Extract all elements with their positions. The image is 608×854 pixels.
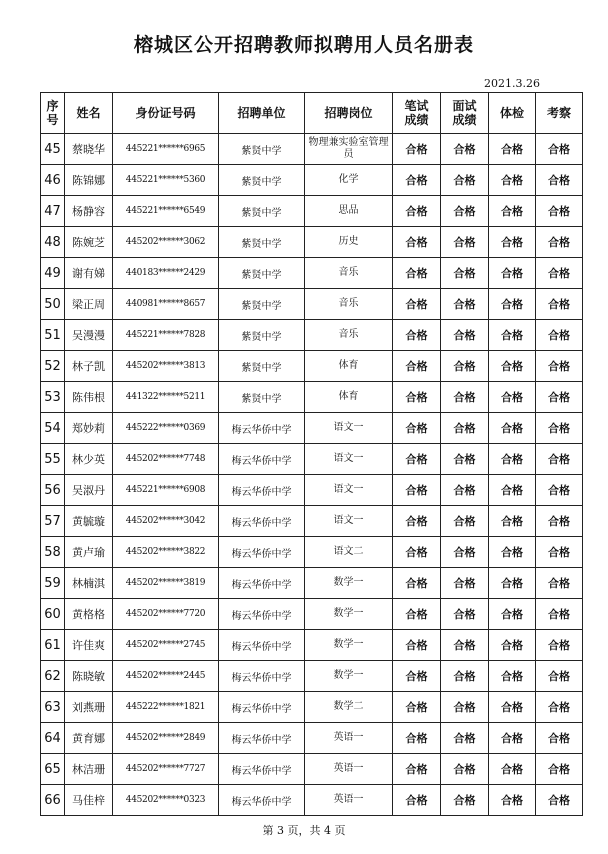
cell-physical: 合格 — [489, 227, 536, 258]
cell-seq: 63 — [41, 692, 65, 723]
cell-written: 合格 — [393, 320, 441, 351]
cell-name: 黄格格 — [65, 599, 113, 630]
cell-post: 音乐 — [305, 320, 393, 351]
cell-seq: 54 — [41, 413, 65, 444]
cell-id: 445202******2849 — [113, 723, 219, 754]
cell-inspect: 合格 — [536, 289, 583, 320]
cell-seq: 50 — [41, 289, 65, 320]
table-body — [41, 134, 583, 816]
cell-interview: 合格 — [441, 537, 489, 568]
cell-unit: 梅云华侨中学 — [219, 754, 305, 785]
header-name: 姓名 — [65, 93, 113, 134]
cell-id: 440981******8657 — [113, 289, 219, 320]
cell-interview: 合格 — [441, 630, 489, 661]
header-seq: 序 号 — [41, 93, 65, 134]
cell-seq: 58 — [41, 537, 65, 568]
cell-post: 数学一 — [305, 599, 393, 630]
cell-written: 合格 — [393, 351, 441, 382]
cell-inspect: 合格 — [536, 599, 583, 630]
cell-interview: 合格 — [441, 754, 489, 785]
cell-physical: 合格 — [489, 444, 536, 475]
cell-unit: 梅云华侨中学 — [219, 599, 305, 630]
cell-physical: 合格 — [489, 351, 536, 382]
header-interview: 面试 成绩 — [441, 93, 489, 134]
cell-unit: 梅云华侨中学 — [219, 723, 305, 754]
cell-id: 445221******7828 — [113, 320, 219, 351]
cell-interview: 合格 — [441, 134, 489, 165]
cell-unit: 紫贤中学 — [219, 351, 305, 382]
cell-physical: 合格 — [489, 599, 536, 630]
cell-name: 谢有娣 — [65, 258, 113, 289]
cell-physical: 合格 — [489, 289, 536, 320]
cell-inspect: 合格 — [536, 196, 583, 227]
cell-inspect: 合格 — [536, 382, 583, 413]
cell-written: 合格 — [393, 413, 441, 444]
cell-interview: 合格 — [441, 382, 489, 413]
cell-inspect: 合格 — [536, 661, 583, 692]
cell-written: 合格 — [393, 196, 441, 227]
cell-written: 合格 — [393, 568, 441, 599]
cell-post: 音乐 — [305, 289, 393, 320]
cell-unit: 紫贤中学 — [219, 165, 305, 196]
cell-seq: 62 — [41, 661, 65, 692]
cell-physical: 合格 — [489, 382, 536, 413]
page-footer: 第 3 页，共 4 页 — [262, 824, 346, 837]
cell-post: 数学二 — [305, 692, 393, 723]
cell-interview: 合格 — [441, 351, 489, 382]
cell-physical: 合格 — [489, 413, 536, 444]
cell-physical: 合格 — [489, 258, 536, 289]
cell-post: 语文一 — [305, 444, 393, 475]
header-physical: 体检 — [489, 93, 536, 134]
cell-seq: 61 — [41, 630, 65, 661]
table-row — [41, 227, 583, 258]
cell-post: 数学一 — [305, 630, 393, 661]
header-post: 招聘岗位 — [305, 93, 393, 134]
cell-name: 郑妙莉 — [65, 413, 113, 444]
cell-written: 合格 — [393, 599, 441, 630]
table-row — [41, 754, 583, 785]
cell-unit: 紫贤中学 — [219, 382, 305, 413]
table-row — [41, 692, 583, 723]
cell-inspect: 合格 — [536, 227, 583, 258]
cell-post: 语文一 — [305, 506, 393, 537]
table-row — [41, 723, 583, 754]
cell-written: 合格 — [393, 723, 441, 754]
cell-interview: 合格 — [441, 723, 489, 754]
cell-physical: 合格 — [489, 568, 536, 599]
cell-seq: 53 — [41, 382, 65, 413]
header-row — [41, 93, 583, 134]
cell-name: 陈晓敏 — [65, 661, 113, 692]
cell-seq: 57 — [41, 506, 65, 537]
cell-id: 445202******7748 — [113, 444, 219, 475]
cell-unit: 紫贤中学 — [219, 227, 305, 258]
roster-table — [40, 92, 583, 816]
cell-unit: 梅云华侨中学 — [219, 785, 305, 816]
cell-written: 合格 — [393, 165, 441, 196]
cell-id: 445202******3813 — [113, 351, 219, 382]
cell-written: 合格 — [393, 444, 441, 475]
cell-name: 林少英 — [65, 444, 113, 475]
table-row — [41, 134, 583, 165]
cell-unit: 梅云华侨中学 — [219, 444, 305, 475]
cell-inspect: 合格 — [536, 537, 583, 568]
cell-post: 历史 — [305, 227, 393, 258]
cell-post: 语文二 — [305, 537, 393, 568]
cell-id: 445221******6965 — [113, 134, 219, 165]
cell-name: 陈锦娜 — [65, 165, 113, 196]
cell-interview: 合格 — [441, 289, 489, 320]
cell-inspect: 合格 — [536, 754, 583, 785]
cell-interview: 合格 — [441, 444, 489, 475]
cell-inspect: 合格 — [536, 165, 583, 196]
cell-interview: 合格 — [441, 785, 489, 816]
cell-id: 445202******3062 — [113, 227, 219, 258]
table-row — [41, 661, 583, 692]
cell-id: 445202******0323 — [113, 785, 219, 816]
cell-name: 黄毓璇 — [65, 506, 113, 537]
cell-written: 合格 — [393, 754, 441, 785]
table-row — [41, 444, 583, 475]
cell-seq: 65 — [41, 754, 65, 785]
cell-post: 数学一 — [305, 661, 393, 692]
cell-inspect: 合格 — [536, 506, 583, 537]
cell-seq: 52 — [41, 351, 65, 382]
cell-written: 合格 — [393, 506, 441, 537]
cell-interview: 合格 — [441, 506, 489, 537]
cell-physical: 合格 — [489, 661, 536, 692]
table-row — [41, 568, 583, 599]
cell-name: 林楠淇 — [65, 568, 113, 599]
cell-seq: 49 — [41, 258, 65, 289]
table-row — [41, 785, 583, 816]
cell-written: 合格 — [393, 661, 441, 692]
cell-physical: 合格 — [489, 785, 536, 816]
cell-post: 体育 — [305, 382, 393, 413]
cell-id: 445221******6908 — [113, 475, 219, 506]
table-row — [41, 289, 583, 320]
cell-inspect: 合格 — [536, 692, 583, 723]
cell-name: 林子凯 — [65, 351, 113, 382]
cell-physical: 合格 — [489, 754, 536, 785]
cell-name: 吴漫漫 — [65, 320, 113, 351]
cell-post: 音乐 — [305, 258, 393, 289]
cell-id: 445202******3042 — [113, 506, 219, 537]
cell-id: 445202******3819 — [113, 568, 219, 599]
cell-post: 体育 — [305, 351, 393, 382]
cell-unit: 梅云华侨中学 — [219, 506, 305, 537]
cell-unit: 紫贤中学 — [219, 134, 305, 165]
cell-unit: 梅云华侨中学 — [219, 568, 305, 599]
cell-inspect: 合格 — [536, 785, 583, 816]
cell-post: 思品 — [305, 196, 393, 227]
header-id: 身份证号码 — [113, 93, 219, 134]
header-inspect: 考察 — [536, 93, 583, 134]
cell-id: 440183******2429 — [113, 258, 219, 289]
cell-physical: 合格 — [489, 506, 536, 537]
cell-name: 梁正周 — [65, 289, 113, 320]
cell-id: 445202******3822 — [113, 537, 219, 568]
cell-name: 黄育娜 — [65, 723, 113, 754]
cell-post: 英语一 — [305, 723, 393, 754]
cell-unit: 梅云华侨中学 — [219, 692, 305, 723]
cell-name: 杨静容 — [65, 196, 113, 227]
cell-seq: 47 — [41, 196, 65, 227]
cell-inspect: 合格 — [536, 568, 583, 599]
document-title: 榕城区公开招聘教师拟聘用人员名册表 — [133, 34, 474, 56]
cell-post: 英语一 — [305, 785, 393, 816]
cell-interview: 合格 — [441, 692, 489, 723]
cell-id: 445202******7727 — [113, 754, 219, 785]
cell-seq: 55 — [41, 444, 65, 475]
cell-id: 445222******0369 — [113, 413, 219, 444]
cell-seq: 59 — [41, 568, 65, 599]
cell-id: 445202******2745 — [113, 630, 219, 661]
cell-physical: 合格 — [489, 723, 536, 754]
cell-interview: 合格 — [441, 413, 489, 444]
cell-physical: 合格 — [489, 134, 536, 165]
cell-interview: 合格 — [441, 196, 489, 227]
cell-unit: 梅云华侨中学 — [219, 630, 305, 661]
cell-interview: 合格 — [441, 258, 489, 289]
cell-seq: 64 — [41, 723, 65, 754]
cell-name: 刘燕珊 — [65, 692, 113, 723]
cell-written: 合格 — [393, 630, 441, 661]
cell-interview: 合格 — [441, 661, 489, 692]
table-row — [41, 320, 583, 351]
table-row — [41, 475, 583, 506]
cell-inspect: 合格 — [536, 630, 583, 661]
cell-unit: 梅云华侨中学 — [219, 537, 305, 568]
cell-post: 英语一 — [305, 754, 393, 785]
cell-id: 445221******5360 — [113, 165, 219, 196]
cell-physical: 合格 — [489, 475, 536, 506]
cell-unit: 紫贤中学 — [219, 320, 305, 351]
cell-name: 许佳爽 — [65, 630, 113, 661]
cell-written: 合格 — [393, 537, 441, 568]
cell-physical: 合格 — [489, 537, 536, 568]
cell-inspect: 合格 — [536, 258, 583, 289]
document-date: 2021.3.26 — [484, 77, 540, 90]
cell-inspect: 合格 — [536, 351, 583, 382]
cell-physical: 合格 — [489, 165, 536, 196]
cell-unit: 紫贤中学 — [219, 196, 305, 227]
cell-physical: 合格 — [489, 692, 536, 723]
cell-name: 林洁珊 — [65, 754, 113, 785]
cell-interview: 合格 — [441, 599, 489, 630]
cell-name: 吴淑丹 — [65, 475, 113, 506]
cell-inspect: 合格 — [536, 444, 583, 475]
cell-post: 数学一 — [305, 568, 393, 599]
cell-written: 合格 — [393, 289, 441, 320]
cell-seq: 56 — [41, 475, 65, 506]
table-row — [41, 258, 583, 289]
cell-id: 441322******5211 — [113, 382, 219, 413]
table-row — [41, 382, 583, 413]
cell-unit: 梅云华侨中学 — [219, 661, 305, 692]
cell-written: 合格 — [393, 258, 441, 289]
table-row — [41, 165, 583, 196]
cell-interview: 合格 — [441, 568, 489, 599]
cell-id: 445202******2445 — [113, 661, 219, 692]
cell-name: 陈伟根 — [65, 382, 113, 413]
header-written: 笔试 成绩 — [393, 93, 441, 134]
cell-unit: 梅云华侨中学 — [219, 413, 305, 444]
cell-seq: 45 — [41, 134, 65, 165]
cell-interview: 合格 — [441, 165, 489, 196]
cell-written: 合格 — [393, 785, 441, 816]
cell-seq: 51 — [41, 320, 65, 351]
table-row — [41, 630, 583, 661]
cell-inspect: 合格 — [536, 320, 583, 351]
cell-name: 蔡晓华 — [65, 134, 113, 165]
cell-id: 445222******1821 — [113, 692, 219, 723]
cell-interview: 合格 — [441, 475, 489, 506]
cell-physical: 合格 — [489, 630, 536, 661]
cell-id: 445202******7720 — [113, 599, 219, 630]
cell-name: 马佳梓 — [65, 785, 113, 816]
cell-post: 语文一 — [305, 475, 393, 506]
cell-written: 合格 — [393, 227, 441, 258]
cell-inspect: 合格 — [536, 723, 583, 754]
cell-written: 合格 — [393, 134, 441, 165]
cell-post: 化学 — [305, 165, 393, 196]
cell-inspect: 合格 — [536, 413, 583, 444]
cell-unit: 紫贤中学 — [219, 289, 305, 320]
cell-seq: 66 — [41, 785, 65, 816]
cell-written: 合格 — [393, 475, 441, 506]
table-row — [41, 506, 583, 537]
cell-inspect: 合格 — [536, 134, 583, 165]
table-row — [41, 196, 583, 227]
cell-physical: 合格 — [489, 196, 536, 227]
cell-physical: 合格 — [489, 320, 536, 351]
cell-seq: 48 — [41, 227, 65, 258]
cell-inspect: 合格 — [536, 475, 583, 506]
cell-id: 445221******6549 — [113, 196, 219, 227]
cell-seq: 60 — [41, 599, 65, 630]
cell-unit: 紫贤中学 — [219, 258, 305, 289]
table-row — [41, 413, 583, 444]
cell-unit: 梅云华侨中学 — [219, 475, 305, 506]
cell-written: 合格 — [393, 692, 441, 723]
table-row — [41, 599, 583, 630]
cell-interview: 合格 — [441, 320, 489, 351]
table-row — [41, 351, 583, 382]
cell-seq: 46 — [41, 165, 65, 196]
cell-post: 物理兼实验室管理员 — [305, 134, 393, 165]
cell-post: 语文一 — [305, 413, 393, 444]
cell-name: 黄卢瑜 — [65, 537, 113, 568]
cell-interview: 合格 — [441, 227, 489, 258]
cell-written: 合格 — [393, 382, 441, 413]
header-unit: 招聘单位 — [219, 93, 305, 134]
table-row — [41, 537, 583, 568]
cell-name: 陈婉芝 — [65, 227, 113, 258]
